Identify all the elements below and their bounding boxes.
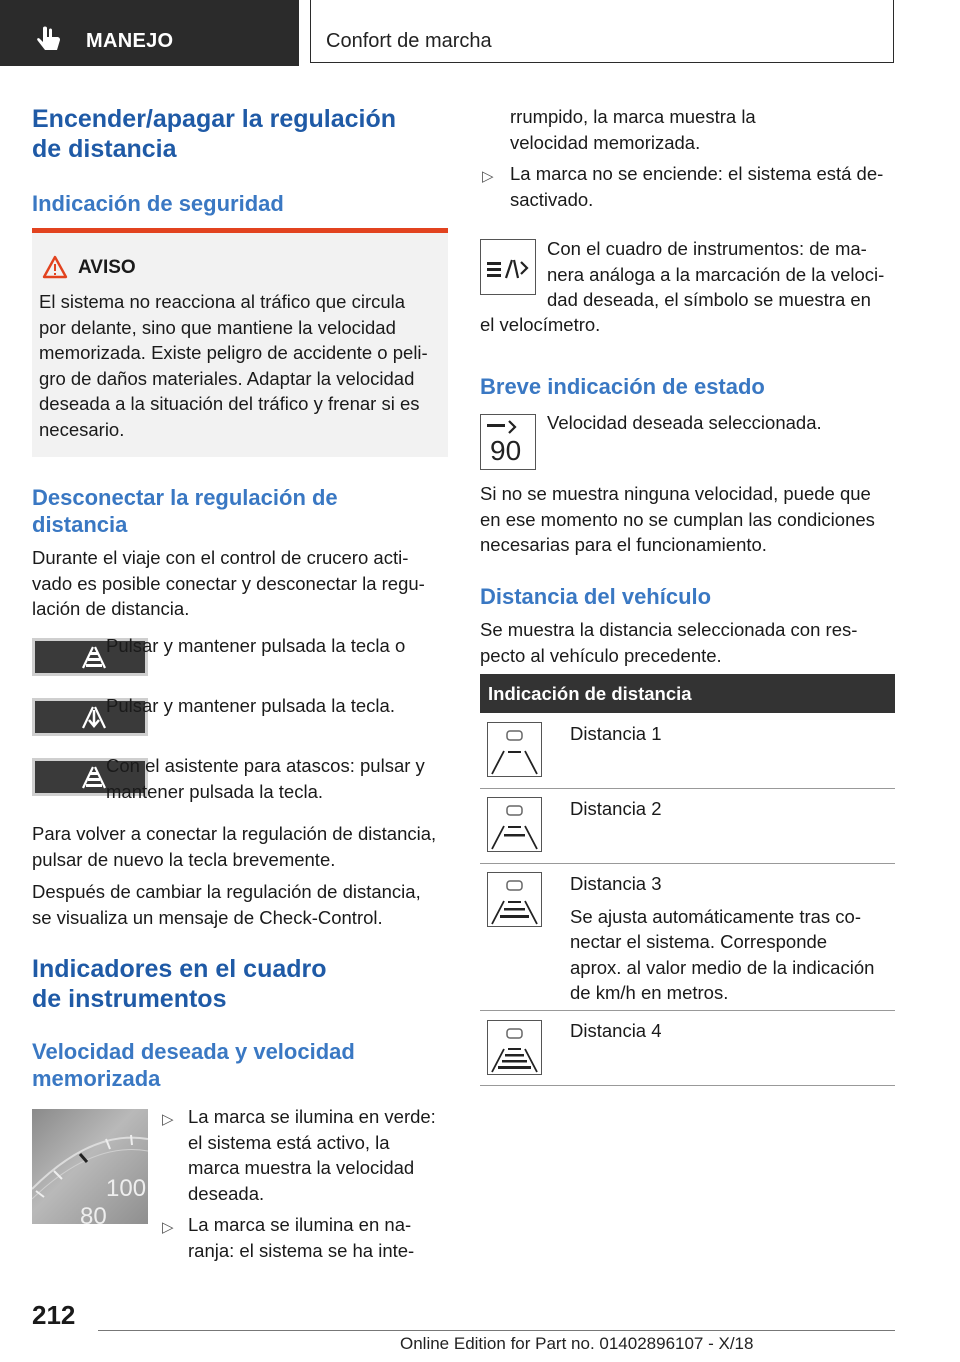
distance-table-header <box>480 674 895 713</box>
warning-line: deseada a la situación del tráfico y frenar si es <box>39 393 420 414</box>
bullet-triangle-icon: ▷ <box>162 1219 174 1236</box>
distance-4-icon <box>487 1020 542 1075</box>
distance-3-cell <box>570 871 890 1006</box>
warning-triangle-icon <box>42 255 68 279</box>
no-speed-paragraph <box>480 481 900 558</box>
hand-pointer-icon <box>36 26 64 54</box>
bullet-line: La marca se ilumina en verde: <box>188 1106 436 1127</box>
warning-line: memorizada. Existe peligro de accidente o peli‐ <box>39 342 428 363</box>
instrument-paragraph <box>547 236 897 313</box>
distance-heading: Distancia del vehículo <box>480 584 712 609</box>
speed-heading <box>32 1038 355 1092</box>
warning-title: AVISO <box>78 257 136 278</box>
warning-text <box>39 289 444 442</box>
button-item-3-line1: Con el asistente para atascos: pulsar y <box>106 755 425 776</box>
instrument-paragraph-end: el velocímetro. <box>480 314 601 335</box>
button-item-2: Pulsar y mantener pulsada la tecla. <box>106 695 395 716</box>
distance-1-icon <box>487 722 542 777</box>
warning-line: necesario. <box>39 418 125 440</box>
warning-line: gro de daños materiales. Adaptar la velocidad <box>39 367 415 389</box>
distance-3-note <box>570 904 890 1006</box>
paragraph-line: Durante el viaje con el control de crucero acti‐ <box>32 547 409 568</box>
main-heading-line2: de distancia <box>32 135 177 163</box>
warning-line: por delante, sino que mantiene la velocidad <box>39 316 396 338</box>
bullet-line: sactivado. <box>510 188 594 210</box>
button-item-3-line2: mantener pulsada la tecla. <box>106 780 323 802</box>
button-item-3 <box>106 753 425 804</box>
paragraph-line: Con el cuadro de instrumentos: de ma‐ <box>547 238 867 259</box>
instrument-symbol-image <box>480 239 536 295</box>
bullet-line: La marca no se enciende: el sistema está de‐ <box>510 163 884 184</box>
paragraph-line: lación de distancia. <box>32 598 190 619</box>
bullet-line: el sistema está activo, la <box>188 1131 390 1153</box>
paragraph-line: Se muestra la distancia seleccionada con res‐ <box>480 619 858 640</box>
section-title: MANEJO <box>86 30 174 52</box>
paragraph-line: pulsar de nuevo la tecla brevemente. <box>32 848 336 870</box>
bullet-line: rrumpido, la marca muestra la <box>510 106 756 127</box>
page-number: 212 <box>32 1300 76 1330</box>
speed-set-symbol-icon <box>481 415 535 437</box>
chapter-title: Confort de marcha <box>326 30 492 52</box>
bullet-line: deseada. <box>188 1182 265 1204</box>
disconnect-heading <box>32 484 338 538</box>
paragraph-line: Si no se muestra ninguna velocidad, puede que <box>480 483 871 504</box>
paragraph-line: pecto al vehículo precedente. <box>480 644 722 666</box>
bullet-line: La marca se ilumina en na‐ <box>188 1214 412 1235</box>
paragraph-line: en ese momento no se cumplan las condiciones <box>480 508 875 530</box>
indicators-heading-line1: Indicadores en el cuadro <box>32 955 327 983</box>
note-line: de km/h en metros. <box>570 982 729 1003</box>
bullet-triangle-icon: ▷ <box>482 168 494 185</box>
gauge-number-100: 100 <box>106 1175 147 1202</box>
distance-table-header-label: Indicación de distancia <box>488 683 692 704</box>
speedometer-image <box>32 1109 148 1224</box>
distance-control-symbol-icon <box>481 240 535 294</box>
distance-row-label: Distancia 3 <box>570 873 662 894</box>
main-heading <box>32 104 396 164</box>
safety-heading: Indicación de seguridad <box>32 191 284 216</box>
disconnect-paragraph <box>32 545 448 622</box>
bullet-line: velocidad memorizada. <box>510 131 701 153</box>
status-symbol-number: 90 <box>490 435 522 466</box>
distance-2-icon <box>487 797 542 852</box>
paragraph-line: necesarias para el funcionamiento. <box>480 534 767 555</box>
paragraph-line: nera análoga a la marcación de la veloci‐ <box>547 263 885 285</box>
reconnect-paragraph <box>32 821 452 872</box>
distance-3-icon <box>487 872 542 927</box>
bullet-orange-continued <box>510 104 756 155</box>
footer-divider <box>98 1330 895 1331</box>
bullet-off <box>510 161 900 212</box>
paragraph-line: se visualiza un mensaje de Check-Control. <box>32 906 383 928</box>
paragraph-line: Para volver a conectar la regulación de distancia, <box>32 823 437 844</box>
note-line: Se ajusta automáticamente tras co‐ <box>570 905 862 927</box>
paragraph-line: Después de cambiar la regulación de distancia, <box>32 881 421 902</box>
paragraph-line: vado es posible conectar y desconectar la regu‐ <box>32 572 425 594</box>
paragraph-line: dad deseada, el símbolo se muestra en <box>547 289 871 310</box>
table-row-divider <box>480 1010 895 1011</box>
distance-row-label: Distancia 1 <box>570 723 662 744</box>
after-change-paragraph <box>32 879 452 930</box>
indicators-heading-line2: de instrumentos <box>32 985 227 1013</box>
section-tab <box>0 0 299 66</box>
gauge-number-80: 80 <box>80 1203 107 1224</box>
warning-line: El sistema no reacciona al tráfico que circula <box>39 291 406 312</box>
bullet-line: ranja: el sistema se ha inte‐ <box>188 1239 415 1261</box>
note-line: aprox. al valor medio de la indicación <box>570 956 875 978</box>
chapter-tab <box>310 0 894 63</box>
indicators-heading <box>32 954 327 1014</box>
bullet-triangle-icon: ▷ <box>162 1111 174 1128</box>
status-heading: Breve indicación de estado <box>480 374 765 399</box>
distance-paragraph <box>480 617 900 668</box>
footer-edition: Online Edition for Part no. 01402896107 - X/18 <box>400 1334 754 1353</box>
bullet-green <box>188 1104 448 1206</box>
warning-box <box>32 228 448 457</box>
status-symbol-image <box>480 414 536 470</box>
speed-heading-line1: Velocidad deseada y velocidad <box>32 1039 355 1064</box>
table-row-divider <box>480 788 895 789</box>
disconnect-heading-line1: Desconectar la regulación de <box>32 485 338 510</box>
table-row-divider <box>480 1085 895 1086</box>
disconnect-heading-line2: distancia <box>32 512 128 537</box>
main-heading-line1: Encender/apagar la regulación <box>32 105 397 133</box>
button-item-1: Pulsar y mantener pulsada la tecla o <box>106 635 406 656</box>
note-line: nectar el sistema. Corresponde <box>570 931 828 952</box>
speed-heading-line2: memorizada <box>32 1066 161 1091</box>
distance-row-label: Distancia 2 <box>570 798 662 819</box>
distance-row-label: Distancia 4 <box>570 1020 662 1041</box>
bullet-orange <box>188 1212 448 1263</box>
table-row-divider <box>480 863 895 864</box>
status-text: Velocidad deseada seleccionada. <box>547 412 822 433</box>
bullet-line: marca muestra la velocidad <box>188 1157 415 1178</box>
